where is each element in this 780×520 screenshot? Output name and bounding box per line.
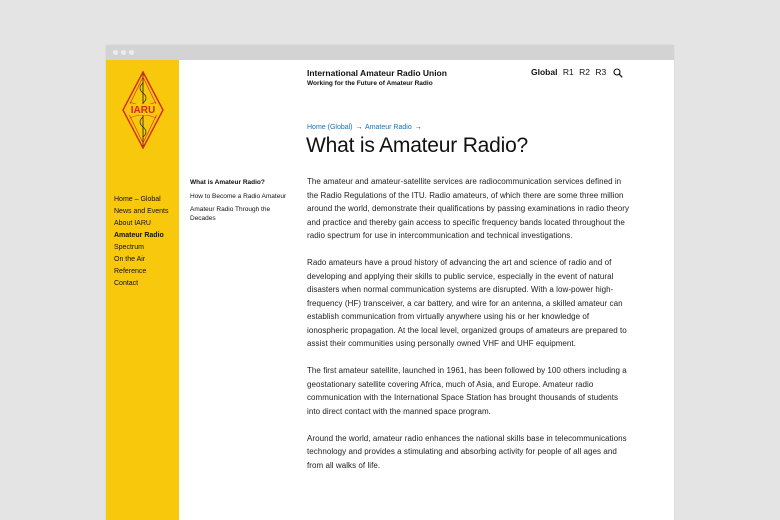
toc-item-through-the-decades[interactable]: Amateur Radio Through the Decades xyxy=(190,206,271,222)
region-link-global[interactable]: Global xyxy=(531,67,558,77)
sidebar-nav xyxy=(114,194,168,290)
sidebar-item-home-global[interactable]: Home – Global xyxy=(114,196,161,203)
sidebar-item-on-the-air[interactable]: On the Air xyxy=(114,256,146,263)
sidebar-item-amateur-radio[interactable]: Amateur Radio xyxy=(114,232,164,239)
sidebar-item-reference[interactable]: Reference xyxy=(114,268,147,275)
window-dot-icon[interactable] xyxy=(129,50,134,55)
toc-item-how-to-become[interactable]: How to Become a Radio Amateur xyxy=(190,192,287,200)
sidebar-item-spectrum[interactable]: Spectrum xyxy=(114,244,144,251)
page-toc xyxy=(190,179,290,228)
logo-text: IARU xyxy=(130,105,156,116)
article-paragraph: The first amateur satellite, launched in 1961, has been followed by 100 others including a geostationary satellite covering Africa, much of Asia, and Europe. Amateur radio communication with the International Space Station has brought thousands of students into direct contact with the manned space program. xyxy=(307,366,627,416)
article-body xyxy=(307,175,632,486)
page-title: What is Amateur Radio? xyxy=(306,134,529,157)
breadcrumb xyxy=(307,124,423,131)
iaru-logo-icon[interactable] xyxy=(120,69,166,151)
site-title[interactable]: International Amateur Radio Union xyxy=(307,68,447,78)
region-link-r1[interactable]: R1 xyxy=(562,67,574,77)
article-paragraph: Rado amateurs have a proud history of advancing the art and science of radio and of developing and applying their skills to public service, especially in the event of natural disasters when normal communication systems are disrupted. With a low-power high-frequency (HF) transceiver, a car battery, and wire for an antenna, a skilled amateur can establish communication from virtually anywhere using his or her knowledge of ionospheric propagation. At the local level, organized groups of amateurs are prepared to assist their communities using personally owned VHF and UHF equipment. xyxy=(307,258,627,348)
sidebar-item-contact[interactable]: Contact xyxy=(114,280,139,287)
breadcrumb-separator: → xyxy=(414,124,422,131)
window-dot-icon[interactable] xyxy=(121,50,126,55)
region-nav xyxy=(531,67,609,77)
window-titlebar xyxy=(106,45,674,60)
article-paragraph: Around the world, amateur radio enhances the national skills base in telecommunications technology and provides a stimulating and absorbing activity for people of all ages and from all walks of life. xyxy=(307,433,627,470)
breadcrumb-amateur-radio[interactable]: Amateur Radio xyxy=(365,124,412,131)
region-link-r3[interactable]: R3 xyxy=(595,67,607,77)
sidebar-item-about-iaru[interactable]: About IARU xyxy=(114,220,151,227)
breadcrumb-home-global[interactable]: Home (Global) xyxy=(307,124,353,131)
search-icon[interactable] xyxy=(613,68,623,78)
sidebar-item-news-and-events[interactable]: News and Events xyxy=(114,208,169,215)
site-tagline: Working for the Future of Amateur Radio xyxy=(307,80,433,87)
window-dot-icon[interactable] xyxy=(113,50,118,55)
sidebar xyxy=(106,60,179,520)
breadcrumb-separator: → xyxy=(355,124,363,131)
region-link-r2[interactable]: R2 xyxy=(579,67,590,77)
article-paragraph: The amateur and amateur-satellite services are radiocommunication services defined in the Radio Regulations of the ITU. Radio amateurs, of which there are some three million around the world, demonstrate their qualifications by passing examinations in radio theory and practice and thereby gain access to specific frequency bands located throughout the radio spectrum for use in intercommunication and technical investigations. xyxy=(307,177,630,240)
toc-item-what-is-amateur-radio[interactable]: What is Amateur Radio? xyxy=(190,179,265,186)
browser-window xyxy=(106,45,674,520)
